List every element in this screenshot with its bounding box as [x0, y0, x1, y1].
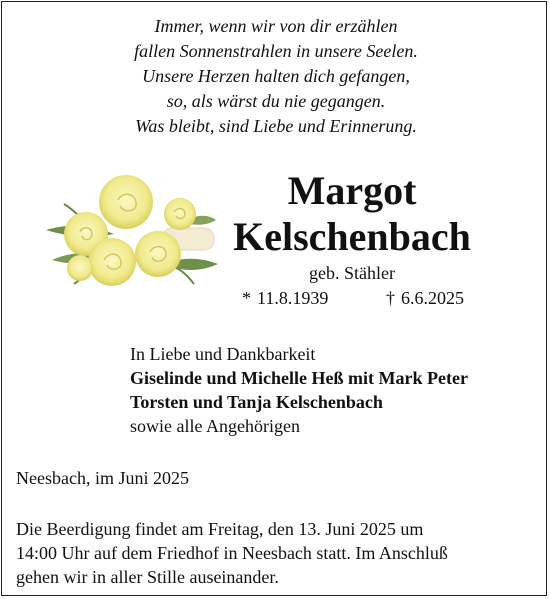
poem-line-4: so, als wärst du nie gegangen. [166, 91, 386, 111]
death-date-value: 6.6.2025 [401, 288, 464, 308]
place-date: Neesbach, im Juni 2025 [16, 468, 189, 488]
poem-line-3: Unsere Herzen halten dich gefangen, [142, 66, 410, 86]
mourners [130, 342, 468, 438]
mourners-closing: sowie alle Angehörigen [130, 416, 300, 436]
deceased-last-name: Kelschenbach [233, 214, 471, 259]
maiden-name: geb. Stähler [309, 263, 395, 283]
mourners-intro: In Liebe und Dankbarkeit [130, 344, 316, 364]
birth-symbol: * [242, 288, 251, 308]
birth-date-value: 11.8.1939 [257, 288, 329, 308]
mourners-line-2: Torsten und Tanja Kelschenbach [130, 392, 383, 412]
funeral-line-2: 14:00 Uhr auf dem Friedhof in Neesbach statt. Im Anschluß [16, 543, 448, 563]
funeral-line-3: gehen wir in aller Stille auseinander. [16, 567, 279, 587]
death-cross-icon: † [386, 288, 395, 308]
poem-line-2: fallen Sonnenstrahlen in unsere Seelen. [134, 41, 418, 61]
funeral-line-1: Die Beerdigung findet am Freitag, den 13. Juni 2025 um [16, 519, 424, 539]
poem-line-1: Immer, wenn wir von dir erzählen [154, 16, 398, 36]
yellow-roses-icon [44, 164, 220, 303]
mourners-line-1: Giselinde und Michelle Heß mit Mark Peter [130, 368, 468, 388]
obituary-notice [1, 1, 547, 596]
death-date [386, 288, 464, 309]
poem [2, 14, 550, 139]
poem-line-5: Was bleibt, sind Liebe und Erinnerung. [135, 116, 417, 136]
deceased-first-name: Margot [287, 168, 417, 213]
funeral-notice [16, 517, 536, 589]
birth-date [242, 288, 328, 309]
